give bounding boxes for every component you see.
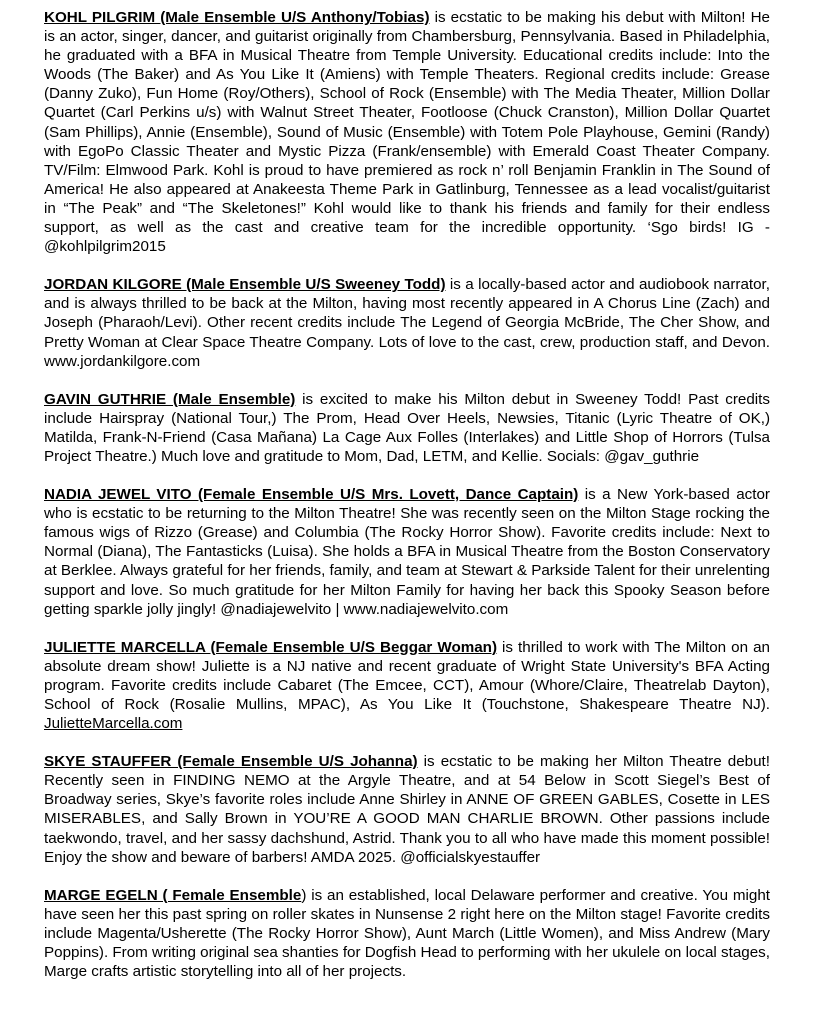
bio-text: is thrilled to work with The Milton on an absolute dream show! Juliette is a NJ native and recent graduate of Wright State University's BFA Acting program. Favorite credits include Cabaret (The Emcee, CCT), Amour (Whore/Claire, Theatrelab Dayton), School of Rock (Rosalie Mullins, MPAC), As You Like It (Touchstone, Shakespeare Theatre NJ). — [44, 638, 770, 713]
bio-name: JORDAN KILGORE (Male Ensemble U/S Sweeney Todd) — [44, 276, 446, 294]
bio-gavin-guthrie — [44, 390, 770, 466]
bio-name: SKYE STAUFFER (Female Ensemble U/S Johanna) — [44, 753, 418, 771]
bio-name: GAVIN GUTHRIE (Male Ensemble) — [44, 390, 296, 408]
bio-text: is excited to make his Milton debut in Sweeney Todd! Past credits include Hairspray (National Tour,) The Prom, Head Over Heels, Newsies, Titanic (Lyric Theatre of OK,) Matilda, Frank-N-Friend (Casa Mañana) La Cage Aux Folles (Interlakes) and Little Shop of Horrors (Tulsa Project Theatre.) Much love and gratitude to Mom, Dad, LETM, and Kellie. Socials: @gav_guthrie — [44, 390, 770, 465]
bio-text: is a locally-based actor and audiobook narrator, and is always thrilled to be back at the Milton, having most recently appeared in A Chorus Line (Zach) and Joseph (Pharaoh/Levi). Other recent credits include The Legend of Georgia McBride, The Cher Show, and Pretty Woman at Clear Space Theatre Company. Lots of love to the cast, crew, production staff, and Devon. www.jordankilgore.com — [44, 276, 770, 370]
bio-marge-egeln — [44, 886, 770, 981]
bio-nadia-jewel-vito — [44, 485, 770, 619]
bio-kohl-pilgrim — [44, 8, 770, 256]
bio-juliette-marcella — [44, 638, 770, 733]
bio-name: KOHL PILGRIM (Male Ensemble U/S Anthony/Tobias) — [44, 9, 430, 26]
bio-name: MARGE EGELN ( Female Ensemble — [44, 886, 302, 904]
bio-text: ) is an established, local Delaware performer and creative. You might have seen her this past spring on roller skates in Nunsense 2 right here on the Milton stage! Favorite credits include Magenta/Usherette (The Rocky Horror Show), Aunt March (Little Women), and Miss Andrew (Mary Poppins). From writing original sea shanties for Dogfish Head to performing with her ukulele on local stages, Marge crafts artistic storytelling into all of her projects. — [44, 886, 771, 981]
bio-text: is ecstatic to be making his debut with Milton! He is an actor, singer, dancer, and guitarist originally from Chambersburg, Pennsylvania. Based in Philadelphia, he graduated with a BFA in Musical Theatre from Temple University. Educational credits include: Into the Woods (The Baker) and As You Like It (Amiens) with Temple Theaters. Regional credits include: Grease (Danny Zuko), Fun Home (Roy/Others), School of Rock (Ensemble) with The Media Theater, Million Dollar Quartet (Carl Perkins u/s) with Walnut Street Theater, Footloose (Chuck Cranston), Million Dollar Quartet (Sam Phillips), Annie (Ensemble), Sound of Music (Ensemble) with Totem Pole Playhouse, Gemini (Randy) with EgoPo Classic Theater and Mystic Pizza (Frank/ensemble) with Emerald Coast Theater Company. TV/Film: Elmwood Park. Kohl is proud to have premiered as rock n’ roll Benjamin Franklin in The Sound of America! He also appeared at Anakeesta Theme Park in Gatlinburg, Tennessee as a lead vocalist/guitarist in “The Peak” and “The Skeletones!” Kohl would like to thank his friends and family for their endless support, as well as the cast and creative team for the incredible opportunity. ‘Sgo birds! IG - @kohlpilgrim2015 — [44, 9, 770, 256]
bio-text: is a New York-based actor who is ecstatic to be returning to the Milton Theatre! She was recently seen on the Milton Stage rocking the famous wigs of Rizzo (Grease) and Columbia (The Rocky Horror Show). Favorite credits include: Next to Normal (Diana), The Fantasticks (Luisa). She holds a BFA in Musical Theatre from the Boston Conservatory at Berklee. Always grateful for her friends, family, and team at Stewart & Parkside Talent for their unrelenting support and love. So much gratitude for her Milton Family for having her back this Spooky Season before getting sparkle jolly jingly! @nadiajewelvito | www.nadiajewelvito.com — [44, 486, 770, 618]
bio-name: JULIETTE MARCELLA (Female Ensemble U/S Beggar Woman) — [44, 638, 498, 656]
website-link[interactable]: JulietteMarcella.com — [44, 715, 183, 733]
bio-name: NADIA JEWEL VITO (Female Ensemble U/S Mrs. Lovett, Dance Captain) — [44, 486, 579, 504]
bio-text: is ecstatic to be making her Milton Theatre debut! Recently seen in FINDING NEMO at the Argyle Theatre, and at 54 Below in Scott Siegel’s Best of Broadway series, Skye’s favorite roles include Anne Shirley in ANNE OF GREEN GABLES, Cosette in LES MISERABLES, and Sally Brown in YOU’RE A GOOD MAN CHARLIE BROWN. Other passions include taekwondo, travel, and her sassy dachshund, Astrid. Thank you to all who have made this moment possible! Enjoy the show and beware of barbers! AMDA 2025. @officialskyestauffer — [44, 753, 770, 866]
bio-skye-stauffer — [44, 752, 770, 867]
bio-jordan-kilgore — [44, 275, 770, 370]
